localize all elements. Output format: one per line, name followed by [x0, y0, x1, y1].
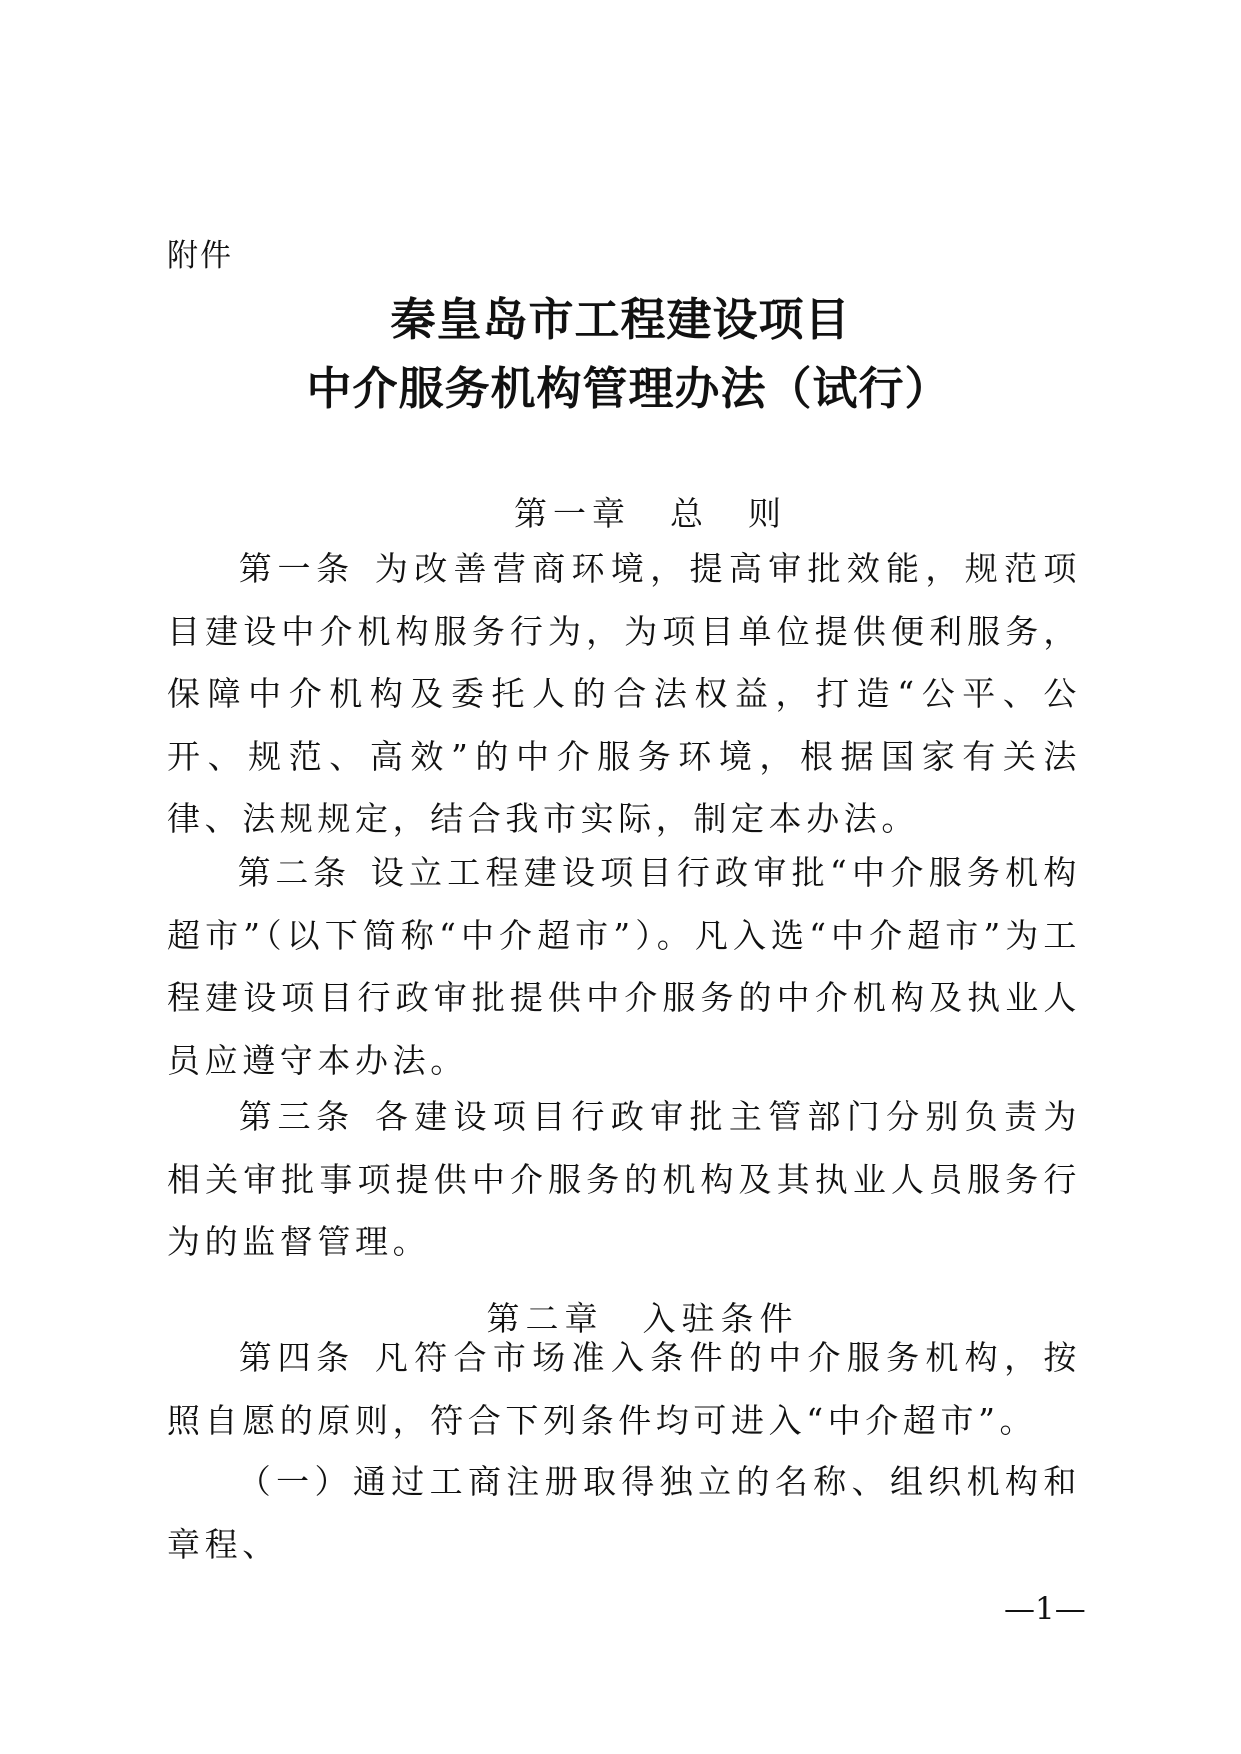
- document-title-line-1: 秦皇岛市工程建设项目: [390, 293, 851, 346]
- list-item-1-text: （一）通过工商注册取得独立的名称、组织机构和章程、: [167, 1462, 1081, 1564]
- chapter-heading-1: 第一章 总 则: [514, 494, 787, 533]
- article-3-text: 各建设项目行政审批主管部门分别负责为相关审批事项提供中介服务的机构及其执业人员服务行为的监督管理。: [167, 1097, 1082, 1261]
- article-4-label: 第四条: [237, 1338, 355, 1377]
- attachment-label: 附件: [167, 238, 233, 274]
- chapter-heading-2: 第二章 入驻条件: [486, 1299, 799, 1338]
- page-number: —1—: [1004, 1591, 1086, 1627]
- list-item-1: [167, 1451, 1081, 1576]
- article-4-text: 凡符合市场准入条件的中介服务机构，按照自愿的原则，符合下列条件均可进入“中介超市”。: [167, 1338, 1082, 1440]
- article-2: [167, 842, 1081, 1092]
- article-1-text: 为改善营商环境，提高审批效能，规范项目建设中介机构服务行为，为项目单位提供便利服务，保障中介机构及委托人的合法权益，打造“公平、公开、规范、高效”的中介服务环境，根据国家有关法律、法规规定，结合我市实际，制定本办法。: [167, 549, 1082, 838]
- article-1: [167, 538, 1081, 851]
- article-3-label: 第三条: [237, 1097, 355, 1136]
- article-1-label: 第一条: [237, 549, 355, 588]
- article-2-label: 第二条: [237, 853, 351, 892]
- document-title-line-2: 中介服务机构管理办法（试行）: [306, 362, 951, 415]
- article-4: [167, 1327, 1081, 1452]
- article-3: [167, 1086, 1081, 1274]
- article-2-text: 设立工程建设项目行政审批“中介服务机构超市”（以下简称“中介超市”）。凡入选“中介超市”为工程建设项目行政审批提供中介服务的中介机构及执业人员应遵守本办法。: [167, 853, 1082, 1080]
